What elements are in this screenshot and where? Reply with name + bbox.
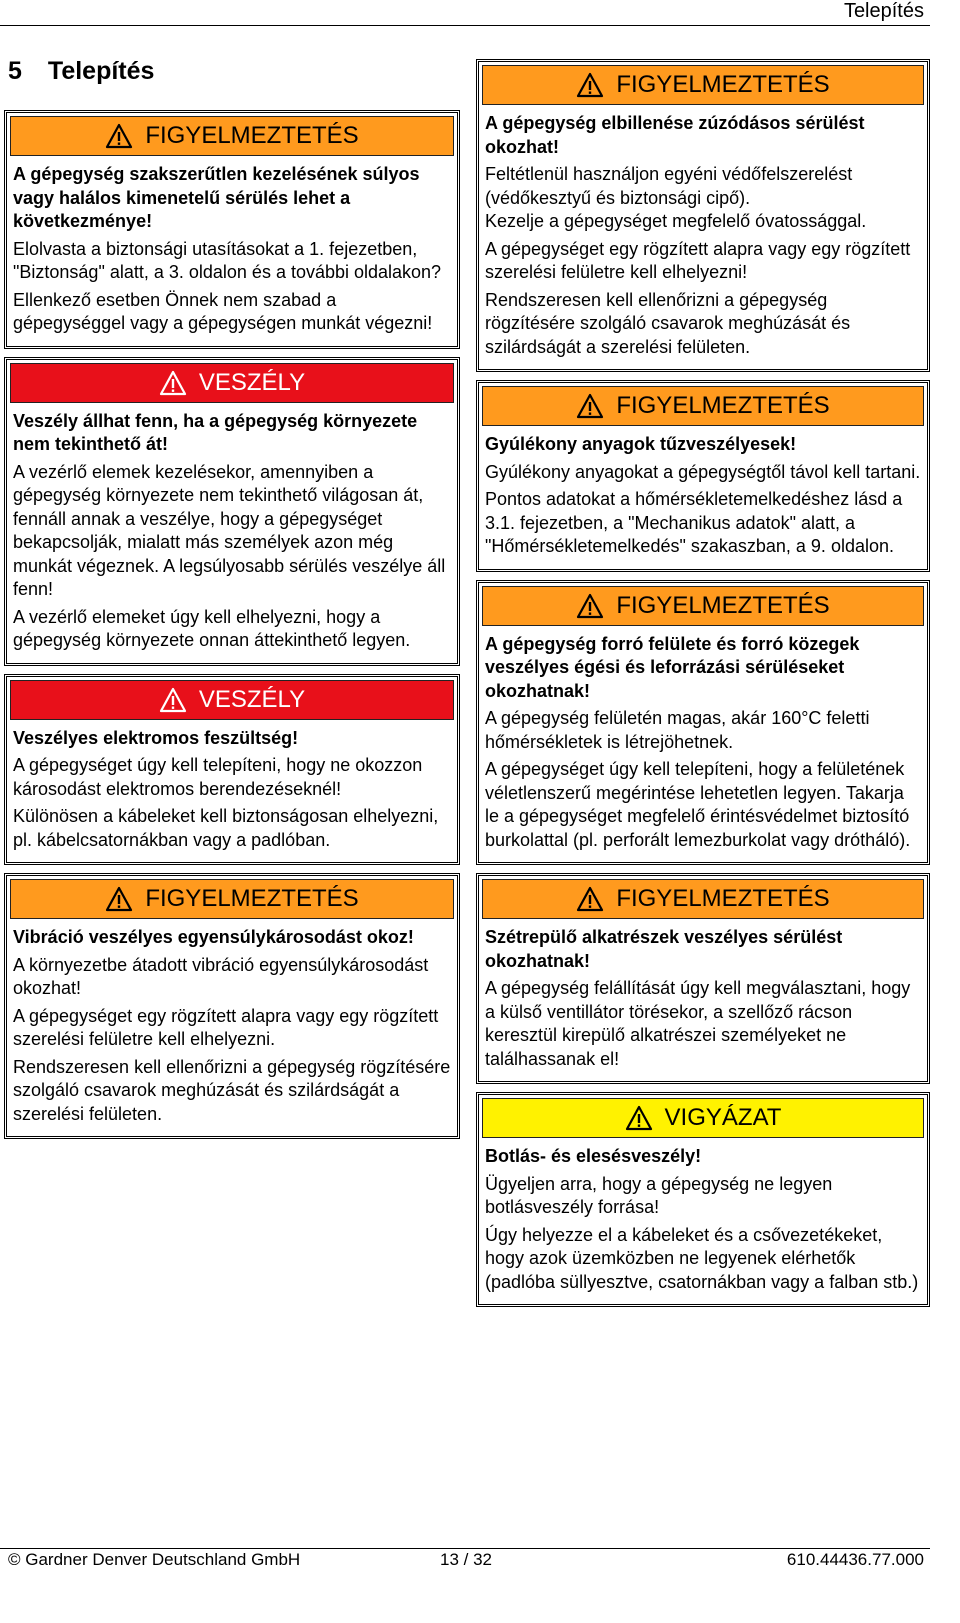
warning-notice-box	[4, 873, 460, 1139]
signal-word-band	[10, 680, 454, 720]
notice-content	[479, 108, 927, 369]
signal-word-band	[10, 116, 454, 156]
section-number: 5	[8, 57, 22, 85]
notice-content	[479, 629, 927, 863]
warning-triangle-icon	[625, 1105, 653, 1131]
warning-triangle-icon	[159, 687, 187, 713]
signal-word-band	[482, 65, 924, 105]
right-column	[476, 59, 930, 1315]
signal-word: FIGYELMEZTETÉS	[616, 392, 830, 419]
notice-paragraph: A gépegységet egy rögzített alapra vagy egy rögzített szerelési felületre kell elhelyezni.	[13, 1005, 439, 1049]
warning-notice-box	[4, 110, 460, 349]
warning-triangle-icon	[576, 886, 604, 912]
notice-content	[479, 922, 927, 1081]
warning-triangle-icon	[159, 370, 187, 396]
signal-word: VIGYÁZAT	[664, 1104, 782, 1131]
caution-notice-box	[476, 1092, 930, 1307]
notice-paragraph: A gépegység felállítását úgy kell megválasztani, hogy a külső ventillátor törésekor, a szellőző rácson keresztül kirepülő alkatrészei személyeket ne találhassanak el!	[485, 978, 911, 1069]
notice-paragraph: A gépegység felületén magas, akár 160°C feletti hőmérsékletek is létrejöhetnek.	[485, 708, 870, 752]
notice-paragraph: Elolvasta a biztonsági utasításokat a 1. fejezetben, "Biztonság" alatt, a 3. oldalon és a további oldalakon?	[13, 238, 442, 282]
notice-paragraph: A gépegységet úgy kell telepíteni, hogy ne okozzon károsodást elektromos berendezéseknél!	[13, 755, 423, 799]
hazard-statement: A gépegység elbillenése zúzódásos sérülést okozhat!	[485, 113, 865, 157]
signal-word: VESZÉLY	[198, 685, 306, 713]
notice-paragraph: Ellenkező esetben Önnek nem szabad a gépegységgel vagy a gépegységen munkát végezni!	[13, 289, 433, 333]
danger-notice-box	[4, 674, 460, 866]
hazard-statement: Veszély állhat fenn, ha a gépegység környezete nem tekinthető át!	[13, 410, 418, 454]
notice-content	[479, 429, 927, 569]
notice-paragraph: Feltétlenül használjon egyéni védőfelszerelést (védőkesztyű és biztonsági cipő). Kezelje a gépegységet megfelelő óvatossággal.	[485, 164, 867, 231]
danger-notice-box	[4, 357, 460, 666]
warning-triangle-icon	[105, 123, 133, 149]
section-title-text: Telepítés	[47, 57, 155, 85]
notice-paragraph: Különösen a kábeleket kell biztonságosan elhelyezni, pl. kábelcsatornákban vagy a padlóban.	[13, 806, 439, 850]
notice-paragraph: A vezérlő elemek kezelésekor, amennyiben a gépegység környezete nem tekinthető világosan át, fennáll annak a veszélye, hogy a gépegységet bekapcsolják, mialatt más személyek azon még munkát végeznek. A legsúlyosabb sérülés veszélye áll fenn!	[13, 461, 446, 599]
notice-paragraph: Ügyeljen arra, hogy a gépegység ne legyen botlásveszély forrása!	[485, 1173, 833, 1217]
hazard-statement: Veszélyes elektromos feszültség!	[13, 727, 299, 748]
warning-notice-box	[476, 59, 930, 372]
notice-paragraph: A vezérlő elemeket úgy kell elhelyezni, hogy a gépegység környezete onnan áttekinthető legyen.	[13, 606, 411, 650]
running-header: Telepítés	[843, 0, 924, 22]
signal-word-band	[482, 1098, 924, 1138]
notice-content	[7, 406, 457, 663]
section-heading	[8, 57, 154, 86]
warning-triangle-icon	[576, 393, 604, 419]
notice-paragraph: Rendszeresen kell ellenőrizni a gépegység rögzítésére szolgáló csavarok meghúzását és szilárdságát a szerelési felületen.	[485, 289, 851, 357]
signal-word: FIGYELMEZTETÉS	[616, 885, 830, 912]
notice-paragraph: Pontos adatokat a hőmérsékletemelkedéshez lásd a 3.1. fejezetben, a "Mechanikus adatok" alatt, a "Hőmérsékletemelkedés" szakaszban, a 9. oldalon.	[485, 489, 903, 556]
footer-doc-number: 610.44436.77.000	[786, 1550, 924, 1569]
signal-word: FIGYELMEZTETÉS	[616, 591, 830, 619]
signal-word: FIGYELMEZTETÉS	[616, 71, 830, 98]
signal-word-band	[10, 879, 454, 919]
notice-paragraph: A gépegységet úgy kell telepíteni, hogy a felületének véletlenszerű megérintése lehetetlen legyen. Takarja le a gépegységet megfelelő érintésvédelmet biztosító burkolattal (pl. perforált lemezburkolat vagy drótháló).	[485, 759, 911, 850]
warning-triangle-icon	[576, 593, 604, 619]
signal-word-band	[10, 363, 454, 403]
signal-word-band	[482, 386, 924, 426]
warning-triangle-icon	[105, 886, 133, 912]
footer-copyright: © Gardner Denver Deutschland GmbH	[8, 1550, 301, 1569]
hazard-statement: A gépegység forró felülete és forró közegek veszélyes égési és leforrázási sérüléseket okozhatnak!	[485, 633, 860, 701]
hazard-statement: Vibráció veszélyes egyensúlykárosodást okoz!	[13, 927, 414, 947]
notice-paragraph: Rendszeresen kell ellenőrizni a gépegység rögzítésére szolgáló csavarok meghúzását és szilárdságát a szerelési felületen.	[13, 1056, 451, 1124]
signal-word-band	[482, 586, 924, 626]
header-rule	[0, 25, 930, 26]
footer-page-number: 13 / 32	[440, 1550, 492, 1569]
notice-content	[479, 1141, 927, 1304]
footer-rule	[0, 1548, 930, 1549]
notice-paragraph: A környezetbe átadott vibráció egyensúlykárosodást okozhat!	[13, 954, 429, 998]
signal-word: VESZÉLY	[198, 368, 306, 396]
warning-notice-box	[476, 580, 930, 866]
hazard-statement: Botlás- és elesésveszély!	[485, 1146, 702, 1166]
hazard-statement: Szétrepülő alkatrészek veszélyes sérülést okozhatnak!	[485, 927, 843, 971]
warning-triangle-icon	[576, 72, 604, 98]
left-column	[4, 110, 460, 1147]
notice-paragraph: Úgy helyezze el a kábeleket és a csővezetékeket, hogy azok üzemközben ne legyenek elérhetők (padlóba süllyesztve, csatornákban vagy a falban stb.)	[485, 1224, 919, 1292]
hazard-statement: A gépegység szakszerűtlen kezelésének súlyos vagy halálos kimenetelű sérülés lehet a következménye!	[13, 164, 420, 231]
warning-notice-box	[476, 873, 930, 1084]
signal-word-band	[482, 879, 924, 919]
warning-notice-box	[476, 380, 930, 572]
hazard-statement: Gyúlékony anyagok tűzveszélyesek!	[485, 434, 797, 454]
notice-paragraph: A gépegységet egy rögzített alapra vagy egy rögzített szerelési felületre kell elhelyezni!	[485, 238, 911, 282]
notice-content	[7, 922, 457, 1136]
signal-word: FIGYELMEZTETÉS	[145, 885, 359, 912]
notice-content	[7, 159, 457, 346]
signal-word: FIGYELMEZTETÉS	[145, 122, 359, 149]
notice-content	[7, 723, 457, 863]
notice-paragraph: Gyúlékony anyagokat a gépegységtől távol kell tartani.	[485, 461, 921, 482]
